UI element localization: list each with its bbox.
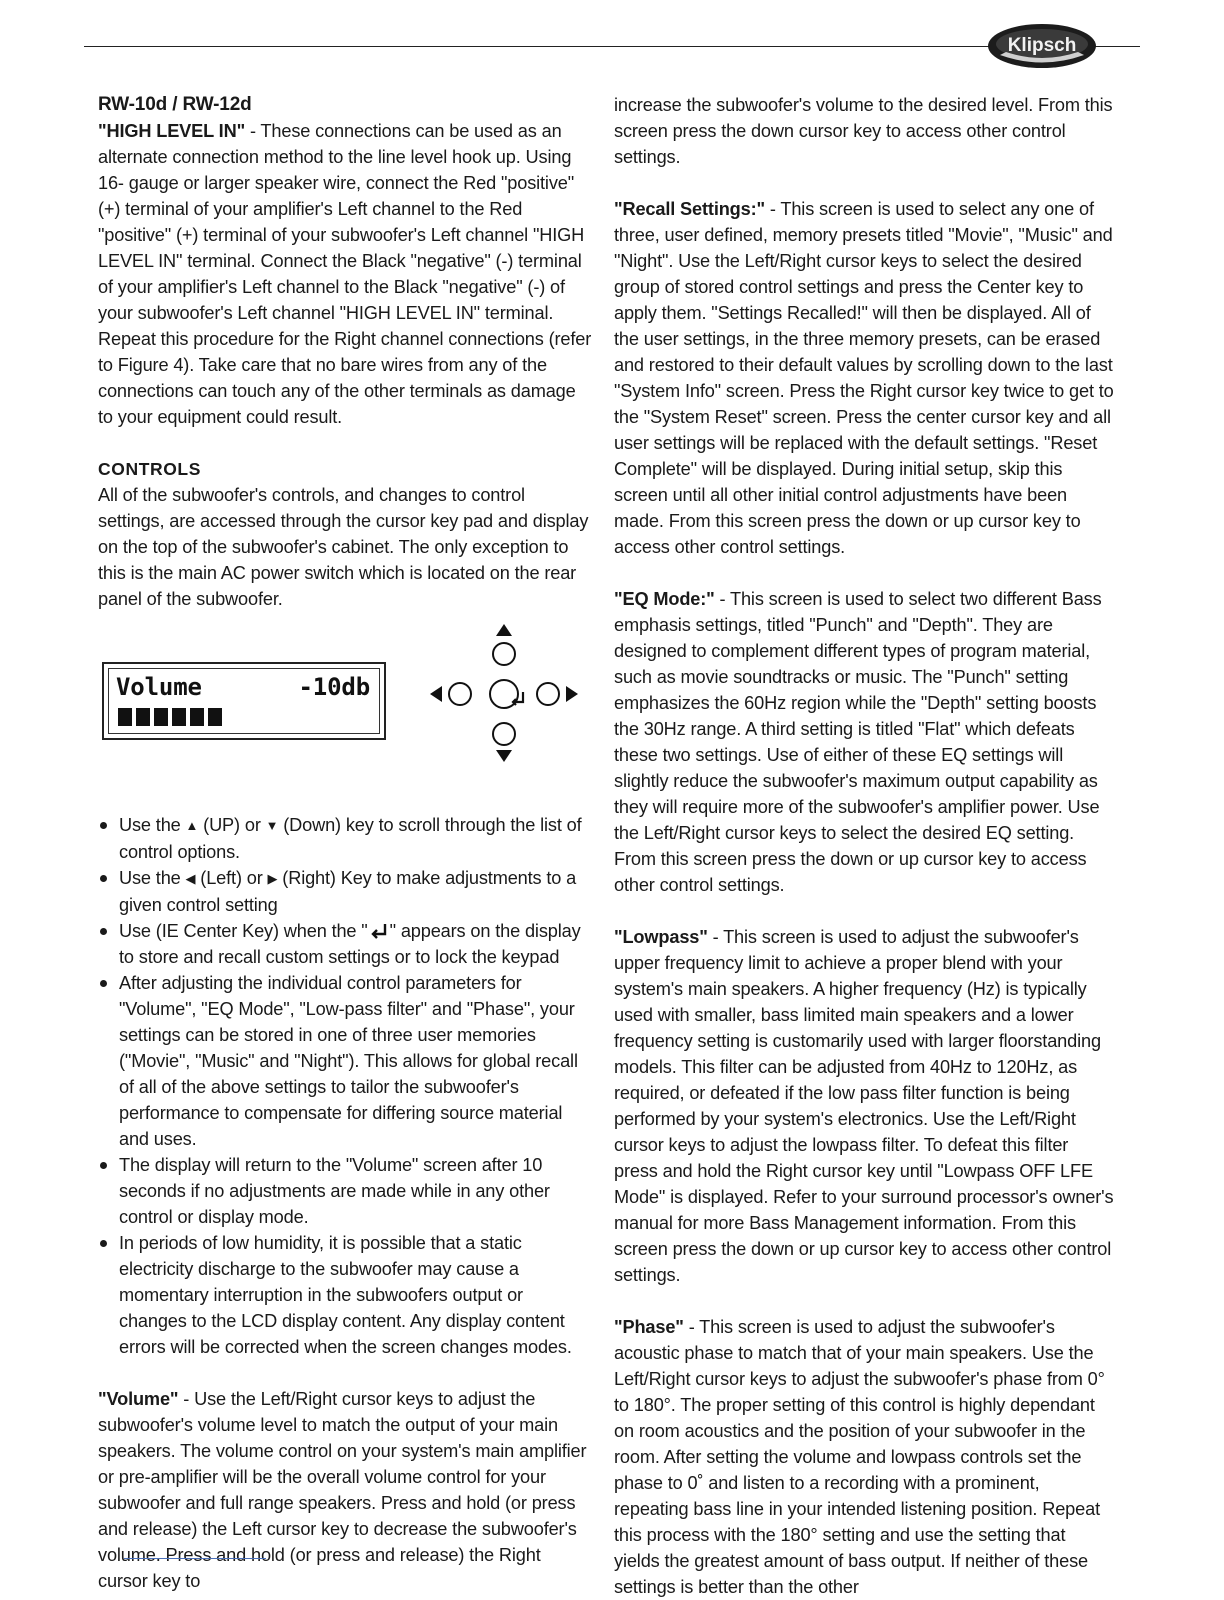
list-item: After adjusting the individual control parameters for "Volume", "EQ Mode", "Low-pass filter" and "Phase", your settings can be stored in one of three user memories ("Movie", "Music" and "Night"). This allows for global recall of all of the above settings to tailor the subwoofer's performance to compensate for differing source material and uses.: [98, 970, 592, 1152]
lowpass-paragraph: [614, 924, 1114, 1288]
model-heading: RW-10d / RW-12d: [98, 94, 252, 115]
lcd-value: -10db: [298, 673, 370, 701]
up-arrow-icon: [496, 624, 512, 636]
lcd-level-block: [118, 708, 132, 726]
controls-heading: CONTROLS: [98, 459, 201, 479]
volume-text: - Use the Left/Right cursor keys to adjust the subwoofer's volume level to match the output of your main speakers. The volume control on your system's main amplifier or pre-amplifier will be the overall volume control for your subwoofer and full range speakers. Press and hold (or press and release) the Left cursor key to decrease the subwoofer's volume. Press and hold (or press and release) the Right cursor key to: [98, 1389, 587, 1591]
header-rule: [84, 46, 1140, 47]
controls-list: [98, 812, 592, 1360]
lcd-level-block: [172, 708, 186, 726]
eq-text: - This screen is used to select two different Bass emphasis settings, titled "Punch" and "Depth". They are designed to complement different types of program material, such as movie soundtracks or music. The "Punch" setting emphasizes the 60Hz region while the "Depth" setting boosts the 30Hz range. A third setting is titled "Flat" which defeats these two settings. Use of either of these EQ settings will slightly reduce the subwoofer's maximum output capability as they will require more of the subwoofer's amplifier power. Use the Left/Right cursor keys to select the desired EQ setting. From this screen press the down or up cursor key to access other control settings.: [614, 589, 1102, 895]
lcd-level-block: [136, 708, 150, 726]
klipsch-logo: [986, 22, 1098, 70]
enter-icon: [368, 922, 390, 940]
display-figure: [98, 622, 592, 798]
high-level-paragraph: [98, 118, 592, 430]
eq-term: "EQ Mode:": [614, 589, 715, 609]
recall-text: - This screen is used to select any one of three, user defined, memory presets titled "Movie", "Music" and "Night". Use the Left/Right cursor keys to select the desired group of stored control settings and press the Center key to apply them. "Settings Recalled!" will then be displayed. All of the user settings, in the three memory presets, can be erased and restored to their default values by scrolling down to the last "System Info" screen. Press the Right cursor key twice to get to the "System Reset" screen. Press the center cursor key and all user settings will be replaced with the default settings. "Reset Complete" will be displayed. During initial setup, skip this screen until all other initial control adjustments have been made. From this screen press the down or up cursor key to access other control settings.: [614, 199, 1114, 557]
logo-text: Klipsch: [1007, 35, 1077, 56]
left-arrow-icon: [430, 686, 442, 702]
high-level-term: "HIGH LEVEL IN": [98, 121, 246, 141]
right-column: [614, 92, 1114, 1600]
down-arrow-icon: [496, 750, 512, 762]
up-triangle-icon: ▲: [185, 818, 199, 833]
recall-term: "Recall Settings:": [614, 199, 765, 219]
controls-paragraph: All of the subwoofer's controls, and changes to control settings, are accessed through the cursor key pad and display on the top of the subwoofer's cabinet. The only exception to this is the main AC power switch which is located on the rear panel of the subwoofer.: [98, 485, 589, 609]
volume-paragraph: [98, 1386, 592, 1594]
lcd-level-block: [154, 708, 168, 726]
high-level-text: - These connections can be used as an alternate connection method to the line level hook up. Using 16- gauge or larger speaker wire, connect the Red "positive" (+) terminal of your amplifier's Left channel to the Red "positive" (+) terminal of your subwoofer's Left channel "HIGH LEVEL IN" terminal. Connect the Black "negative" (-) terminal of your amplifier's Left channel to the Black "negative" (-) of your subwoofer's Left channel "HIGH LEVEL IN" terminal. Repeat this procedure for the Right channel connections (refer to Figure 4). Take care that no bare wires from any of the connections can touch any of the other terminals as damage to your equipment could result.: [98, 121, 592, 427]
list-item: In periods of low humidity, it is possible that a static electricity discharge to the subwoofer may cause a momentary interruption in the subwoofers output or changes to the LCD display content. Any display content errors will be corrected when the screen changes modes.: [98, 1230, 592, 1360]
recall-paragraph: [614, 196, 1114, 560]
phase-paragraph: [614, 1314, 1114, 1600]
right-arrow-icon: [566, 686, 578, 702]
right-triangle-icon: ▶: [267, 871, 278, 886]
phase-text: - This screen is used to adjust the subwoofer's acoustic phase to match that of your main speakers. Use the Left/Right cursor keys to adjust the subwoofer's phase from 0° to 180°. The proper setting of this control is highly dependant on room acoustics and the position of your subwoofer in the room. After setting the volume and lowpass controls set the phase to 0˚ and listen to a recording with a prominent, repeating bass line in your intended listening position. Repeat this process with the 180° setting and use the setting that yields the greatest amount of bass output. If neither of these settings is better than the other: [614, 1317, 1105, 1597]
lcd-level-block: [190, 708, 204, 726]
lcd-label: Volume: [116, 673, 202, 701]
lcd-display: [102, 662, 386, 740]
volume-term: "Volume": [98, 1389, 179, 1409]
left-triangle-icon: ◀: [185, 871, 196, 886]
list-item: Use the ▲ (UP) or ▼ (Down) key to scroll through the list of control options.: [98, 812, 592, 865]
volume-continued-paragraph: increase the subwoofer's volume to the desired level. From this screen press the down cursor key to access other control settings.: [614, 95, 1113, 167]
left-column: [98, 92, 592, 1594]
lcd-level-bar: [118, 708, 222, 726]
left-key-icon: [449, 683, 471, 705]
phase-term: "Phase": [614, 1317, 684, 1337]
lowpass-text: - This screen is used to adjust the subwoofer's upper frequency limit to achieve a proper blend with your system's main speakers. A higher frequency (Hz) is typically used with smaller, bass limited main speakers and a lower frequency setting is customarily used with larger floorstanding models. This filter can be adjusted from 40Hz to 120Hz, as required, or defeated if the low pass filter function is being performed by your system's electronics. Use the Left/Right cursor keys to adjust the lowpass filter. To defeat this filter press and hold the Right cursor key until "Lowpass OFF LFE Mode" is displayed. Refer to your surround processor's owner's manual for more Bass Management information. From this screen press the down or up cursor key to access other control settings.: [614, 927, 1114, 1285]
up-key-icon: [493, 643, 515, 665]
footer-rule: [124, 1558, 266, 1559]
lcd-level-block: [208, 708, 222, 726]
cursor-keypad: [424, 622, 584, 798]
down-key-icon: [493, 723, 515, 745]
list-item: Use the ◀ (Left) or ▶ (Right) Key to make adjustments to a given control setting: [98, 865, 592, 918]
list-item: The display will return to the "Volume" screen after 10 seconds if no adjustments are made while in any other control or display mode.: [98, 1152, 592, 1230]
right-key-icon: [537, 683, 559, 705]
lowpass-term: "Lowpass": [614, 927, 708, 947]
down-triangle-icon: ▼: [265, 818, 279, 833]
list-item: Use (IE Center Key) when the " " appears on the display to store and recall custom settings or to lock the keypad: [98, 918, 592, 970]
eq-paragraph: [614, 586, 1114, 898]
